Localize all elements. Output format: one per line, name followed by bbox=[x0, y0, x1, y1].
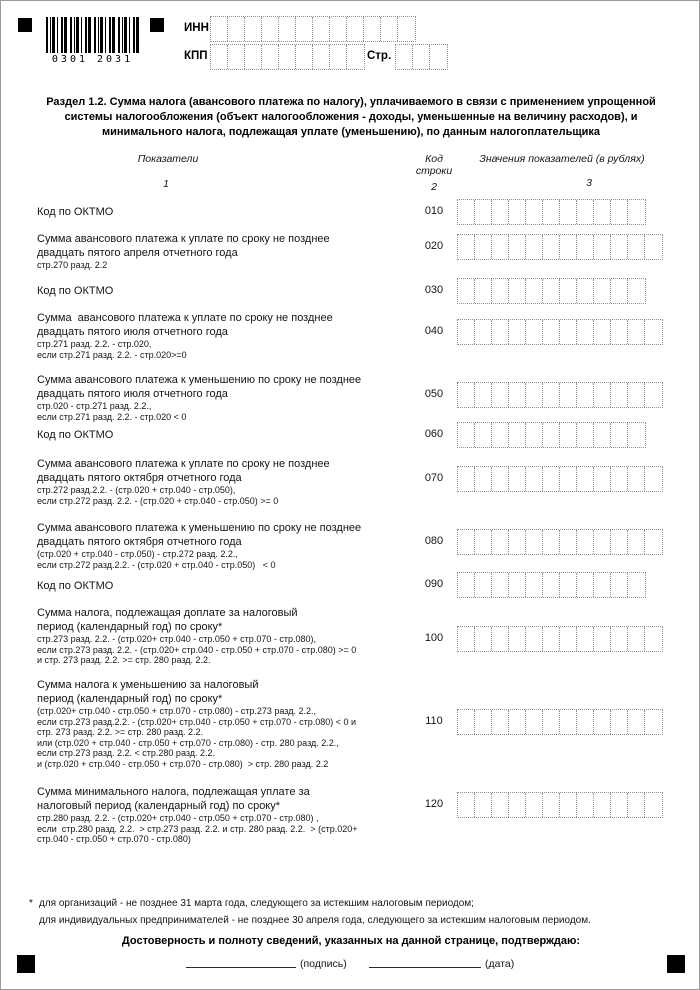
char-cell[interactable] bbox=[594, 710, 611, 734]
row-label-line: период (календарный год) по сроку* bbox=[37, 621, 223, 633]
char-cell[interactable] bbox=[594, 200, 611, 224]
confirmation-statement: Достоверность и полноту сведений, указанных на данной странице, подтверждаю: bbox=[121, 935, 581, 947]
row-line-code: 120 bbox=[424, 798, 444, 810]
char-cell[interactable] bbox=[543, 467, 560, 491]
char-cell[interactable] bbox=[594, 383, 611, 407]
row-label-line: Код по ОКТМО bbox=[37, 206, 114, 218]
char-cell[interactable] bbox=[458, 320, 475, 344]
char-cell[interactable] bbox=[245, 45, 262, 69]
char-cell[interactable] bbox=[228, 45, 245, 69]
row-description bbox=[37, 311, 439, 360]
char-cell[interactable] bbox=[560, 383, 577, 407]
row-description bbox=[37, 678, 439, 770]
row-formula-line: если стр.271 разд. 2.2. - стр.020>=0 bbox=[37, 349, 187, 360]
char-cell[interactable] bbox=[543, 573, 560, 597]
registration-mark-top-left bbox=[18, 18, 32, 32]
char-cell[interactable] bbox=[509, 200, 526, 224]
char-cell[interactable] bbox=[526, 200, 543, 224]
char-cell[interactable] bbox=[347, 17, 364, 41]
kpp-field[interactable] bbox=[210, 44, 365, 70]
row-label-line: Код по ОКТМО bbox=[37, 285, 114, 297]
row-line-code: 070 bbox=[424, 472, 444, 484]
row-value-field[interactable] bbox=[457, 422, 646, 448]
row-line-code: 050 bbox=[424, 388, 444, 400]
char-cell[interactable] bbox=[628, 383, 645, 407]
row-formula-line: и (стр.020 + стр.040 - стр.050 + стр.070 - стр.080) > стр. 280 разд. 2.2 bbox=[37, 758, 329, 769]
char-cell[interactable] bbox=[560, 200, 577, 224]
column-header-line-code-2: строки bbox=[415, 165, 453, 177]
char-cell[interactable] bbox=[475, 627, 492, 651]
char-cell[interactable] bbox=[543, 710, 560, 734]
char-cell[interactable] bbox=[458, 200, 475, 224]
registration-mark-bottom-right bbox=[667, 955, 685, 973]
char-cell[interactable] bbox=[475, 423, 492, 447]
char-cell[interactable] bbox=[628, 710, 645, 734]
char-cell[interactable] bbox=[577, 710, 594, 734]
char-cell[interactable] bbox=[594, 530, 611, 554]
char-cell[interactable] bbox=[509, 320, 526, 344]
row-formula-line: если стр.272 разд. 2.2. - (стр.020 + стр.040 - стр.050) >= 0 bbox=[37, 495, 279, 506]
row-formula-line: если стр.280 разд. 2.2. > стр.273 разд. 2.2. и стр. 280 разд. 2.2. > (стр.020+ bbox=[37, 823, 358, 834]
row-description bbox=[37, 606, 439, 666]
char-cell[interactable] bbox=[543, 383, 560, 407]
row-label-line: двадцать пятого апреля отчетного года bbox=[37, 247, 238, 259]
char-cell[interactable] bbox=[577, 467, 594, 491]
row-formula-line: стр.273 разд. 2.2. - (стр.020+ стр.040 - стр.050 + стр.070 - стр.080), bbox=[37, 634, 316, 644]
char-cell[interactable] bbox=[628, 573, 645, 597]
char-cell[interactable] bbox=[645, 530, 662, 554]
row-label-line: Код по ОКТМО bbox=[37, 580, 114, 592]
char-cell[interactable] bbox=[543, 793, 560, 817]
row-line-code: 020 bbox=[424, 240, 444, 252]
row-value-field[interactable] bbox=[457, 792, 663, 818]
row-formula-line: и стр. 273 разд. 2.2. >= стр. 280 разд. 2.2. bbox=[37, 655, 211, 666]
char-cell[interactable] bbox=[594, 467, 611, 491]
char-cell[interactable] bbox=[475, 279, 492, 303]
row-value-field[interactable] bbox=[457, 466, 663, 492]
date-line[interactable] bbox=[369, 967, 481, 968]
row-value-field[interactable] bbox=[457, 382, 663, 408]
char-cell[interactable] bbox=[458, 279, 475, 303]
char-cell[interactable] bbox=[611, 200, 628, 224]
row-formula-line: если стр.272 разд.2.2. - (стр.020 + стр.040 - стр.050) < 0 bbox=[37, 559, 276, 570]
char-cell[interactable] bbox=[492, 200, 509, 224]
row-description bbox=[37, 785, 439, 845]
char-cell[interactable] bbox=[458, 467, 475, 491]
char-cell[interactable] bbox=[543, 530, 560, 554]
char-cell[interactable] bbox=[560, 423, 577, 447]
char-cell[interactable] bbox=[628, 530, 645, 554]
char-cell[interactable] bbox=[611, 530, 628, 554]
char-cell[interactable] bbox=[509, 383, 526, 407]
char-cell[interactable] bbox=[296, 45, 313, 69]
row-label-line: двадцать пятого июля отчетного года bbox=[37, 326, 228, 338]
row-description bbox=[37, 232, 439, 271]
char-cell[interactable] bbox=[577, 627, 594, 651]
char-cell[interactable] bbox=[526, 320, 543, 344]
kpp-label: КПП bbox=[184, 50, 208, 62]
row-formula-line: стр.020 - стр.271 разд. 2.2., bbox=[37, 401, 152, 411]
char-cell[interactable] bbox=[526, 235, 543, 259]
row-label-line: Сумма минимального налога, подлежащая уплате за bbox=[37, 786, 310, 798]
char-cell[interactable] bbox=[509, 793, 526, 817]
char-cell[interactable] bbox=[430, 45, 447, 69]
row-formula-line: если стр.271 разд. 2.2. - стр.020 < 0 bbox=[37, 411, 187, 422]
char-cell[interactable] bbox=[509, 467, 526, 491]
char-cell[interactable] bbox=[611, 467, 628, 491]
footnote-marker: * bbox=[29, 898, 33, 909]
char-cell[interactable] bbox=[492, 235, 509, 259]
registration-mark-top-right bbox=[150, 18, 164, 32]
char-cell[interactable] bbox=[475, 200, 492, 224]
row-description bbox=[37, 579, 439, 593]
row-label-line: период (календарный год) по сроку* bbox=[37, 693, 223, 705]
char-cell[interactable] bbox=[645, 793, 662, 817]
char-cell[interactable] bbox=[211, 45, 228, 69]
char-cell[interactable] bbox=[543, 627, 560, 651]
row-value-field[interactable] bbox=[457, 199, 646, 225]
char-cell[interactable] bbox=[364, 17, 381, 41]
char-cell[interactable] bbox=[492, 320, 509, 344]
row-description bbox=[37, 205, 439, 219]
char-cell[interactable] bbox=[313, 45, 330, 69]
char-cell[interactable] bbox=[279, 45, 296, 69]
char-cell[interactable] bbox=[577, 200, 594, 224]
char-cell[interactable] bbox=[628, 200, 645, 224]
char-cell[interactable] bbox=[611, 627, 628, 651]
char-cell[interactable] bbox=[475, 383, 492, 407]
char-cell[interactable] bbox=[645, 627, 662, 651]
page-number-field[interactable] bbox=[395, 44, 448, 70]
char-cell[interactable] bbox=[577, 279, 594, 303]
row-label-line: Сумма авансового платежа к уплате по сроку не позднее bbox=[37, 312, 333, 324]
char-cell[interactable] bbox=[543, 200, 560, 224]
column-number-3: 3 bbox=[586, 177, 592, 189]
char-cell[interactable] bbox=[509, 279, 526, 303]
barcode-image bbox=[46, 17, 139, 53]
footnote-line-1: для организаций - не позднее 31 марта года, следующего за истекшим налоговым периодом; bbox=[39, 898, 474, 909]
char-cell[interactable] bbox=[645, 320, 662, 344]
char-cell[interactable] bbox=[611, 320, 628, 344]
char-cell[interactable] bbox=[560, 710, 577, 734]
char-cell[interactable] bbox=[492, 423, 509, 447]
char-cell[interactable] bbox=[245, 17, 262, 41]
row-label-line: двадцать пятого октября отчетного года bbox=[37, 472, 242, 484]
char-cell[interactable] bbox=[560, 530, 577, 554]
row-formula-line: (стр.020+ стр.040 - стр.050 + стр.070 - стр.080) - стр.273 разд. 2.2., bbox=[37, 706, 316, 716]
char-cell[interactable] bbox=[262, 45, 279, 69]
column-header-indicators: Показатели bbox=[137, 153, 199, 165]
char-cell[interactable] bbox=[577, 530, 594, 554]
char-cell[interactable] bbox=[211, 17, 228, 41]
row-label-line: двадцать пятого июля отчетного года bbox=[37, 388, 228, 400]
row-formula-line: стр.272 разд.2.2. - (стр.020 + стр.040 - стр.050), bbox=[37, 485, 236, 495]
char-cell[interactable] bbox=[628, 467, 645, 491]
char-cell[interactable] bbox=[560, 279, 577, 303]
char-cell[interactable] bbox=[594, 627, 611, 651]
char-cell[interactable] bbox=[628, 279, 645, 303]
row-description bbox=[37, 428, 439, 442]
char-cell[interactable] bbox=[645, 383, 662, 407]
char-cell[interactable] bbox=[330, 45, 347, 69]
char-cell[interactable] bbox=[396, 45, 413, 69]
char-cell[interactable] bbox=[526, 279, 543, 303]
char-cell[interactable] bbox=[475, 530, 492, 554]
column-number-1: 1 bbox=[163, 178, 169, 190]
char-cell[interactable] bbox=[458, 793, 475, 817]
char-cell[interactable] bbox=[526, 710, 543, 734]
row-label-line: Код по ОКТМО bbox=[37, 429, 114, 441]
row-line-code: 010 bbox=[424, 205, 444, 217]
char-cell[interactable] bbox=[560, 320, 577, 344]
row-formula-line: стр.280 разд. 2.2. - (стр.020+ стр.040 - стр.050 + стр.070 - стр.080) , bbox=[37, 813, 319, 823]
row-line-code: 080 bbox=[424, 535, 444, 547]
char-cell[interactable] bbox=[475, 710, 492, 734]
char-cell[interactable] bbox=[594, 279, 611, 303]
char-cell[interactable] bbox=[509, 710, 526, 734]
char-cell[interactable] bbox=[313, 17, 330, 41]
row-label-line: Сумма авансового платежа к уменьшению по сроку не позднее bbox=[37, 374, 362, 386]
row-label-line: Сумма авансового платежа к уплате по сроку не позднее bbox=[37, 458, 330, 470]
inn-label: ИНН bbox=[184, 22, 209, 34]
char-cell[interactable] bbox=[492, 793, 509, 817]
char-cell[interactable] bbox=[543, 423, 560, 447]
registration-mark-bottom-left bbox=[17, 955, 35, 973]
row-description bbox=[37, 373, 439, 422]
char-cell[interactable] bbox=[560, 573, 577, 597]
char-cell[interactable] bbox=[628, 793, 645, 817]
char-cell[interactable] bbox=[645, 710, 662, 734]
char-cell[interactable] bbox=[611, 383, 628, 407]
row-label-line: Сумма авансового платежа к уплате по сроку не позднее bbox=[37, 233, 330, 245]
char-cell[interactable] bbox=[296, 17, 313, 41]
char-cell[interactable] bbox=[458, 423, 475, 447]
char-cell[interactable] bbox=[526, 530, 543, 554]
char-cell[interactable] bbox=[594, 320, 611, 344]
char-cell[interactable] bbox=[543, 279, 560, 303]
char-cell[interactable] bbox=[577, 793, 594, 817]
signature-label: (подпись) bbox=[300, 958, 347, 970]
row-formula-line: если стр.273 разд. 2.2. - (стр.020+ стр.040 - стр.050 + стр.070 - стр.080) >= 0 bbox=[37, 644, 357, 655]
char-cell[interactable] bbox=[381, 17, 398, 41]
row-description bbox=[37, 457, 439, 506]
char-cell[interactable] bbox=[509, 573, 526, 597]
char-cell[interactable] bbox=[577, 383, 594, 407]
char-cell[interactable] bbox=[458, 530, 475, 554]
char-cell[interactable] bbox=[228, 17, 245, 41]
char-cell[interactable] bbox=[330, 17, 347, 41]
barcode-digits: 0301 2031 bbox=[51, 54, 134, 65]
char-cell[interactable] bbox=[594, 235, 611, 259]
row-formula-line: если стр.273 разд.2.2. - (стр.020+ стр.040 - стр.050 + стр.070 - стр.080) < 0 и bbox=[37, 716, 357, 727]
char-cell[interactable] bbox=[543, 320, 560, 344]
char-cell[interactable] bbox=[611, 235, 628, 259]
row-line-code: 040 bbox=[424, 325, 444, 337]
char-cell[interactable] bbox=[594, 573, 611, 597]
char-cell[interactable] bbox=[611, 710, 628, 734]
row-formula-line: если стр.273 разд. 2.2. < стр.280 разд. 2.2. bbox=[37, 748, 216, 759]
char-cell[interactable] bbox=[279, 17, 296, 41]
char-cell[interactable] bbox=[492, 383, 509, 407]
char-cell[interactable] bbox=[526, 423, 543, 447]
row-line-code: 030 bbox=[424, 284, 444, 296]
char-cell[interactable] bbox=[560, 627, 577, 651]
column-header-values: Значения показателей (в рублях) bbox=[479, 153, 645, 165]
char-cell[interactable] bbox=[262, 17, 279, 41]
char-cell[interactable] bbox=[645, 235, 662, 259]
row-description bbox=[37, 284, 439, 298]
row-formula-line: или (стр.020 + стр.040 - стр.050 + стр.070 - стр.080) - стр. 280 разд. 2.2., bbox=[37, 737, 339, 748]
row-label-line: двадцать пятого октября отчетного года bbox=[37, 536, 242, 548]
char-cell[interactable] bbox=[475, 793, 492, 817]
char-cell[interactable] bbox=[475, 467, 492, 491]
char-cell[interactable] bbox=[611, 793, 628, 817]
char-cell[interactable] bbox=[577, 320, 594, 344]
row-label-line: налоговый период (календарный год) по сроку* bbox=[37, 800, 281, 812]
char-cell[interactable] bbox=[577, 235, 594, 259]
row-value-field[interactable] bbox=[457, 709, 663, 735]
char-cell[interactable] bbox=[526, 793, 543, 817]
row-value-field[interactable] bbox=[457, 626, 663, 652]
char-cell[interactable] bbox=[492, 710, 509, 734]
row-formula-line: стр. 273 разд. 2.2. >= стр. 280 разд. 2.2. bbox=[37, 727, 204, 738]
char-cell[interactable] bbox=[492, 627, 509, 651]
column-header-line-code-1: Код bbox=[425, 153, 443, 165]
signature-line[interactable] bbox=[186, 967, 296, 968]
char-cell[interactable] bbox=[475, 573, 492, 597]
char-cell[interactable] bbox=[526, 383, 543, 407]
row-value-field[interactable] bbox=[457, 234, 663, 260]
char-cell[interactable] bbox=[509, 235, 526, 259]
char-cell[interactable] bbox=[611, 573, 628, 597]
char-cell[interactable] bbox=[475, 320, 492, 344]
row-line-code: 060 bbox=[424, 428, 444, 440]
char-cell[interactable] bbox=[509, 530, 526, 554]
date-label: (дата) bbox=[485, 958, 515, 970]
row-line-code: 110 bbox=[425, 715, 443, 727]
inn-field[interactable] bbox=[210, 16, 416, 42]
char-cell[interactable] bbox=[458, 710, 475, 734]
char-cell[interactable] bbox=[543, 235, 560, 259]
row-label-line: Сумма авансового платежа к уменьшению по сроку не позднее bbox=[37, 522, 362, 534]
char-cell[interactable] bbox=[509, 627, 526, 651]
char-cell[interactable] bbox=[526, 467, 543, 491]
char-cell[interactable] bbox=[628, 235, 645, 259]
row-value-field[interactable] bbox=[457, 572, 646, 598]
page-number-label: Стр. bbox=[367, 50, 392, 62]
row-formula-line: стр.271 разд. 2.2. - стр.020, bbox=[37, 339, 152, 349]
row-value-field[interactable] bbox=[457, 529, 663, 555]
char-cell[interactable] bbox=[492, 573, 509, 597]
char-cell[interactable] bbox=[458, 383, 475, 407]
char-cell[interactable] bbox=[560, 793, 577, 817]
char-cell[interactable] bbox=[628, 320, 645, 344]
char-cell[interactable] bbox=[398, 17, 415, 41]
char-cell[interactable] bbox=[560, 235, 577, 259]
char-cell[interactable] bbox=[509, 423, 526, 447]
row-value-field[interactable] bbox=[457, 278, 646, 304]
char-cell[interactable] bbox=[611, 279, 628, 303]
char-cell[interactable] bbox=[628, 627, 645, 651]
char-cell[interactable] bbox=[611, 423, 628, 447]
row-value-field[interactable] bbox=[457, 319, 663, 345]
char-cell[interactable] bbox=[577, 573, 594, 597]
char-cell[interactable] bbox=[560, 467, 577, 491]
row-formula-line: (стр.020 + стр.040 - стр.050) - стр.272 разд. 2.2., bbox=[37, 549, 238, 559]
row-label-line: Сумма налога к уменьшению за налоговый bbox=[37, 679, 259, 691]
char-cell[interactable] bbox=[526, 627, 543, 651]
char-cell[interactable] bbox=[458, 573, 475, 597]
char-cell[interactable] bbox=[347, 45, 364, 69]
row-formula-line: стр.270 разд. 2.2 bbox=[37, 260, 108, 270]
char-cell[interactable] bbox=[577, 423, 594, 447]
row-description bbox=[37, 521, 439, 570]
char-cell[interactable] bbox=[594, 793, 611, 817]
char-cell[interactable] bbox=[526, 573, 543, 597]
char-cell[interactable] bbox=[594, 423, 611, 447]
row-formula-line: стр.040 - стр.050 + стр.070 - стр.080) bbox=[37, 834, 191, 845]
char-cell[interactable] bbox=[475, 235, 492, 259]
row-line-code: 090 bbox=[424, 578, 444, 590]
footnote-line-2: для индивидуальных предпринимателей - не позднее 30 апреля года, следующего за истекшим налоговым периодом. bbox=[39, 915, 591, 926]
char-cell[interactable] bbox=[492, 467, 509, 491]
char-cell[interactable] bbox=[492, 530, 509, 554]
row-line-code: 100 bbox=[424, 632, 444, 644]
char-cell[interactable] bbox=[645, 467, 662, 491]
char-cell[interactable] bbox=[458, 627, 475, 651]
char-cell[interactable] bbox=[413, 45, 430, 69]
char-cell[interactable] bbox=[628, 423, 645, 447]
row-label-line: Сумма налога, подлежащая доплате за налоговый bbox=[37, 607, 298, 619]
column-number-2: 2 bbox=[431, 181, 437, 193]
char-cell[interactable] bbox=[458, 235, 475, 259]
section-title: Раздел 1.2. Сумма налога (авансового платежа по налогу), уплачиваемого в связи с применением упрощенной системы налогообложения (объект налогообложения - доходы, уменьшенные на величину расходов), и минимального налога, подлежащая уплате (уменьшению), по данным налогоплательщика bbox=[46, 96, 656, 138]
char-cell[interactable] bbox=[492, 279, 509, 303]
